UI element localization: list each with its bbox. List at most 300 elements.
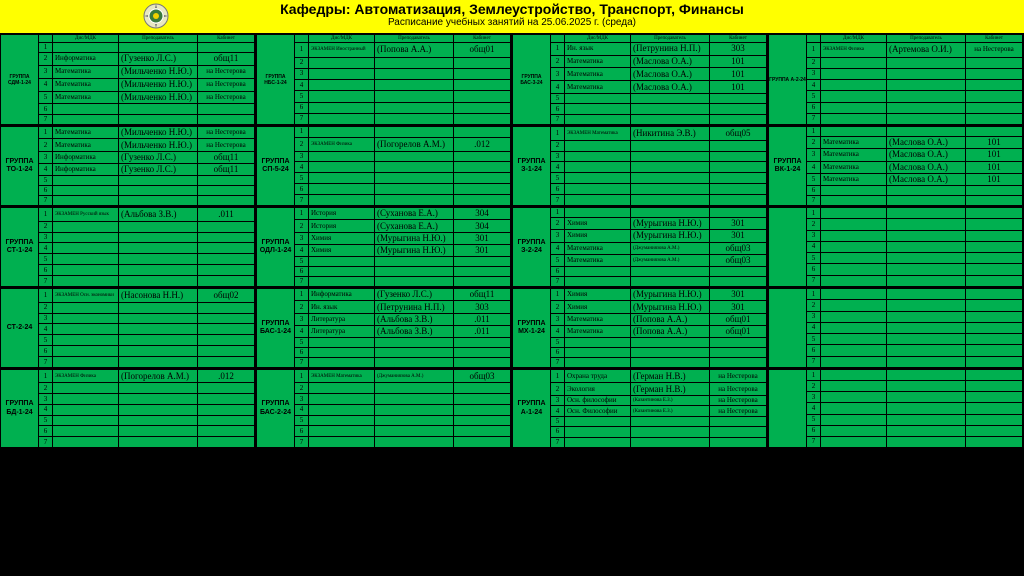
lesson-teacher (119, 221, 198, 232)
lesson-teacher: (Казантинова Е.З.) (631, 396, 710, 406)
lesson-room: .011 (454, 326, 511, 338)
lesson-room (966, 334, 1023, 345)
lesson-subject (309, 102, 375, 113)
lesson-subject (565, 173, 631, 184)
lesson-teacher (887, 91, 966, 102)
group-name: ГРУППА З-2-24 (513, 208, 551, 287)
lesson-subject (821, 356, 887, 367)
lesson-teacher (119, 186, 198, 196)
table-row (257, 277, 511, 287)
lesson-teacher (887, 425, 966, 436)
lesson-teacher: (Суханова Е.А.) (375, 208, 454, 220)
lesson-room (710, 358, 767, 368)
table-row (257, 358, 511, 368)
lesson-number: 3 (551, 313, 565, 325)
group-schedule-block (256, 288, 510, 368)
lesson-subject (821, 264, 887, 275)
lesson-teacher (119, 42, 198, 52)
lesson-subject (309, 394, 375, 405)
table-row (513, 195, 767, 206)
lesson-room: 301 (454, 245, 511, 257)
lesson-subject: Математика (565, 55, 631, 68)
table-row (769, 136, 1023, 148)
lesson-number: 2 (551, 383, 565, 396)
lesson-number: 3 (551, 230, 565, 242)
table-row (1, 346, 255, 357)
group-name: ГРУППА З-1-24 (513, 127, 551, 206)
lesson-subject (565, 348, 631, 358)
group-schedule-block (0, 369, 254, 448)
table-row (257, 68, 511, 79)
lesson-number: 5 (807, 414, 821, 425)
lesson-number: 1 (39, 127, 53, 139)
lesson-teacher (887, 436, 966, 447)
group-schedule-table (0, 207, 255, 287)
table-row (257, 370, 511, 383)
lesson-number: 2 (807, 219, 821, 230)
lesson-room: 303 (710, 42, 767, 55)
lesson-number: 7 (39, 437, 53, 448)
table-row (769, 241, 1023, 252)
lesson-number: 1 (551, 42, 565, 55)
lesson-room: общ03 (710, 242, 767, 254)
table-row (769, 68, 1023, 79)
lesson-room (454, 151, 511, 162)
group-name: ГРУППА ВК-1-24 (769, 127, 807, 206)
lesson-number: 7 (807, 113, 821, 124)
lesson-number: 3 (295, 394, 309, 405)
lesson-room (198, 243, 255, 254)
lesson-number: 2 (295, 301, 309, 313)
header-room: Кабинет (966, 35, 1023, 43)
lesson-subject: Охрана труда (565, 370, 631, 383)
lesson-subject (53, 346, 119, 357)
table-row (1, 426, 255, 437)
lesson-subject (53, 394, 119, 405)
lesson-subject: ЭКЗАМЕН Физика (821, 43, 887, 57)
lesson-number: 3 (295, 313, 309, 325)
lesson-teacher (375, 415, 454, 426)
table-row (257, 415, 511, 426)
lesson-teacher (119, 346, 198, 357)
lesson-subject (821, 102, 887, 113)
lesson-subject (53, 313, 119, 324)
lesson-room (198, 104, 255, 114)
lesson-room: 101 (710, 55, 767, 68)
lesson-teacher (887, 381, 966, 392)
group-name: ГРУППА А-2-24 (769, 35, 807, 125)
table-row (1, 196, 255, 206)
lesson-room: 101 (966, 136, 1023, 148)
lesson-subject (53, 243, 119, 254)
lesson-room (966, 68, 1023, 79)
table-row (1, 114, 255, 124)
table-row (769, 219, 1023, 230)
lesson-subject (309, 57, 375, 68)
table-row (769, 311, 1023, 322)
lesson-number: 2 (39, 139, 53, 151)
lesson-number: 4 (807, 80, 821, 91)
lesson-subject (821, 186, 887, 196)
table-row (769, 253, 1023, 264)
table-row (513, 267, 767, 277)
lesson-teacher (887, 392, 966, 403)
lesson-subject (53, 426, 119, 437)
table-row (257, 348, 511, 358)
lesson-teacher: (Маслова О.А.) (887, 149, 966, 161)
lesson-teacher: (Артемова О.И.) (887, 43, 966, 57)
table-row (257, 173, 511, 184)
lesson-number: 5 (807, 173, 821, 185)
lesson-teacher: (Мурыгина Н.Ю.) (631, 301, 710, 313)
table-row (769, 186, 1023, 196)
lesson-number: 3 (551, 396, 565, 406)
lesson-subject (309, 91, 375, 102)
lesson-subject (565, 416, 631, 426)
lesson-subject (309, 80, 375, 91)
table-row (769, 57, 1023, 68)
lesson-teacher: (Джуманиязова А.М.) (375, 370, 454, 383)
lesson-number: 1 (39, 289, 53, 303)
table-row (769, 80, 1023, 91)
lesson-teacher: (Петрунина Н.П.) (631, 42, 710, 55)
lesson-number: 7 (39, 357, 53, 368)
lesson-subject: Математика (821, 161, 887, 173)
lesson-number: 1 (807, 43, 821, 57)
table-row (257, 91, 511, 102)
lesson-teacher (887, 80, 966, 91)
lesson-teacher: (Мильченко Н.Ю.) (119, 65, 198, 78)
lesson-teacher (375, 162, 454, 173)
table-row (513, 348, 767, 358)
lesson-subject (821, 289, 887, 300)
lesson-teacher: (Мильченко Н.Ю.) (119, 139, 198, 151)
table-row (769, 414, 1023, 425)
lesson-subject: Осн. философии (565, 396, 631, 406)
lesson-teacher (631, 348, 710, 358)
lesson-subject (565, 184, 631, 195)
lesson-room: общ02 (198, 289, 255, 303)
table-row (513, 151, 767, 162)
table-row (513, 114, 767, 124)
lesson-room (198, 426, 255, 437)
lesson-number: 5 (39, 91, 53, 104)
table-row (1, 104, 255, 114)
lesson-number: 2 (551, 140, 565, 151)
lesson-number: 6 (39, 104, 53, 114)
lesson-room: на Нестерова (966, 43, 1023, 57)
lesson-room (966, 381, 1023, 392)
lesson-number: 3 (807, 311, 821, 322)
lesson-subject: История (309, 220, 375, 232)
lesson-subject: ЭКЗАМЕН Математика (565, 127, 631, 141)
lesson-room (454, 162, 511, 173)
lesson-teacher: (Мурыгина Н.Ю.) (631, 289, 710, 301)
lesson-room (710, 104, 767, 114)
header-subject: Дис/МДК (53, 35, 119, 43)
lesson-room (198, 42, 255, 52)
lesson-subject (309, 383, 375, 394)
lesson-teacher (631, 140, 710, 151)
lesson-teacher (631, 208, 710, 218)
lesson-room (710, 173, 767, 184)
group-name: ГРУППА СТ-1-24 (1, 208, 39, 287)
table-row (769, 196, 1023, 206)
header-room: Кабинет (454, 35, 511, 43)
lesson-subject (309, 195, 375, 206)
lesson-room: на Нестерова (710, 406, 767, 416)
group-schedule-table (512, 126, 767, 206)
group-schedule-block (256, 369, 510, 448)
group-schedule-table (512, 288, 767, 368)
lesson-teacher (887, 230, 966, 241)
table-row (257, 57, 511, 68)
lesson-number: 3 (807, 149, 821, 161)
group-schedule-block (768, 126, 1022, 206)
lesson-room: 304 (454, 220, 511, 232)
lesson-number: 5 (295, 257, 309, 267)
lesson-number: 4 (39, 78, 53, 91)
lesson-subject (565, 338, 631, 348)
lesson-teacher (887, 334, 966, 345)
lesson-number: 5 (551, 416, 565, 426)
table-row (769, 289, 1023, 300)
page-header (0, 0, 1024, 34)
lesson-number: 5 (39, 415, 53, 426)
lesson-subject: Ин. язык (309, 301, 375, 313)
lesson-teacher: (Насонова Н.Н.) (119, 289, 198, 303)
lesson-teacher (119, 357, 198, 368)
header-room: Кабинет (198, 35, 255, 43)
group-name: ГРУППА БД-1-24 (1, 370, 39, 448)
lesson-number: 6 (551, 427, 565, 437)
lesson-subject (565, 427, 631, 437)
group-schedule-block (256, 34, 510, 125)
lesson-teacher: (Альбова З.В.) (375, 313, 454, 325)
lesson-subject: Математика (53, 78, 119, 91)
table-row (257, 313, 511, 325)
lesson-teacher: (Маслова О.А.) (887, 136, 966, 148)
lesson-subject: История (309, 208, 375, 220)
lesson-teacher (887, 345, 966, 356)
lesson-teacher: (Попова А.А.) (375, 43, 454, 57)
group-schedule-table (0, 369, 255, 448)
lesson-number: 5 (295, 91, 309, 102)
group-name: ГРУППА А-1-24 (513, 370, 551, 448)
lesson-subject (309, 127, 375, 138)
lesson-room (966, 311, 1023, 322)
lesson-teacher (375, 80, 454, 91)
lesson-subject (565, 140, 631, 151)
lesson-teacher: (Маслова О.А.) (631, 55, 710, 68)
lesson-number: 6 (295, 102, 309, 113)
lesson-teacher (375, 184, 454, 195)
lesson-teacher (375, 358, 454, 368)
lesson-teacher (375, 57, 454, 68)
lesson-number: 7 (807, 436, 821, 447)
lesson-teacher (375, 102, 454, 113)
lesson-subject (565, 114, 631, 124)
lesson-teacher (631, 338, 710, 348)
lesson-teacher (887, 68, 966, 79)
table-row (769, 43, 1023, 57)
lesson-room (710, 184, 767, 195)
lesson-teacher (631, 162, 710, 173)
lesson-number: 7 (807, 356, 821, 367)
lesson-number: 5 (807, 91, 821, 102)
lesson-subject: Математика (53, 127, 119, 139)
lesson-teacher (375, 338, 454, 348)
table-row (513, 242, 767, 254)
lesson-number: 2 (39, 221, 53, 232)
table-header-row (513, 35, 767, 43)
lesson-number: 1 (551, 370, 565, 383)
lesson-teacher (887, 196, 966, 206)
lesson-teacher (375, 151, 454, 162)
lesson-subject (53, 437, 119, 448)
lesson-teacher (375, 113, 454, 124)
table-row (257, 301, 511, 313)
lesson-teacher (631, 267, 710, 277)
group-name: ГРУППА НБС-1-24 (257, 35, 295, 125)
group-name: ГРУППА ТО-1-24 (1, 127, 39, 206)
lesson-subject: Экология (565, 383, 631, 396)
header-subject: Дис/МДК (565, 35, 631, 43)
table-row (1, 394, 255, 405)
table-row (257, 289, 511, 301)
table-row (1, 276, 255, 287)
table-row (769, 334, 1023, 345)
lesson-number: 1 (807, 127, 821, 137)
table-row (513, 370, 767, 383)
lesson-teacher (119, 335, 198, 346)
lesson-teacher (119, 176, 198, 186)
table-row (769, 403, 1023, 414)
header-number-cell (551, 35, 565, 43)
table-row (257, 394, 511, 405)
table-row (257, 208, 511, 220)
lesson-room: на Нестерова (198, 127, 255, 139)
lesson-number: 1 (295, 208, 309, 220)
table-row (769, 230, 1023, 241)
lesson-room (966, 436, 1023, 447)
group-name: ГРУППА СП-5-24 (257, 127, 295, 206)
lesson-subject (309, 348, 375, 358)
lesson-subject (821, 425, 887, 436)
lesson-room (454, 383, 511, 394)
table-row (257, 267, 511, 277)
group-name: СТ-2-24 (1, 289, 39, 368)
lesson-room (454, 358, 511, 368)
lesson-room (198, 404, 255, 415)
lesson-room: .012 (454, 137, 511, 151)
lesson-room (454, 184, 511, 195)
lesson-room: общ01 (454, 43, 511, 57)
group-schedule-table (256, 207, 511, 287)
table-row (1, 164, 255, 176)
table-row (769, 161, 1023, 173)
table-row (513, 184, 767, 195)
lesson-subject: Математика (565, 326, 631, 338)
lesson-subject (309, 437, 375, 448)
lesson-room (966, 264, 1023, 275)
table-row (1, 415, 255, 426)
lesson-teacher (887, 370, 966, 381)
lesson-subject (53, 335, 119, 346)
lesson-number: 4 (295, 245, 309, 257)
lesson-subject (821, 381, 887, 392)
lesson-number: 7 (807, 196, 821, 206)
lesson-room (454, 277, 511, 287)
group-schedule-block (0, 126, 254, 206)
lesson-number: 3 (551, 151, 565, 162)
table-row (257, 151, 511, 162)
lesson-subject (309, 257, 375, 267)
lesson-subject: Химия (309, 232, 375, 244)
lesson-room (454, 68, 511, 79)
group-schedule-block (768, 288, 1022, 368)
lesson-teacher: (Казантинова Е.З.) (631, 406, 710, 416)
lesson-number: 2 (39, 383, 53, 394)
lesson-teacher (375, 277, 454, 287)
lesson-room (966, 403, 1023, 414)
lesson-subject (309, 151, 375, 162)
lesson-teacher: (Мурыгина Н.Ю.) (375, 245, 454, 257)
lesson-room (198, 394, 255, 405)
lesson-teacher (119, 437, 198, 448)
lesson-subject (821, 80, 887, 91)
lesson-subject (53, 254, 119, 265)
lesson-teacher: (Мурыгина Н.Ю.) (631, 230, 710, 242)
lesson-room (454, 267, 511, 277)
lesson-subject (821, 91, 887, 102)
lesson-room (966, 208, 1023, 219)
lesson-room: 101 (710, 68, 767, 81)
lesson-subject (821, 196, 887, 206)
lesson-subject: Математика (53, 139, 119, 151)
lesson-room (198, 221, 255, 232)
lesson-teacher (887, 322, 966, 333)
lesson-number: 1 (807, 289, 821, 300)
lesson-number: 2 (39, 52, 53, 65)
table-row (1, 357, 255, 368)
table-row (257, 232, 511, 244)
group-name: ГРУППА БАС-1-24 (257, 289, 295, 368)
lesson-subject (53, 176, 119, 186)
lesson-room (710, 338, 767, 348)
lesson-room (198, 335, 255, 346)
lesson-room: 101 (966, 173, 1023, 185)
table-row (1, 302, 255, 313)
lesson-number: 1 (807, 208, 821, 219)
lesson-number: 7 (295, 195, 309, 206)
group-schedule-block (512, 207, 766, 287)
lesson-teacher (631, 151, 710, 162)
table-row (1, 383, 255, 394)
lesson-number: 5 (807, 334, 821, 345)
lesson-teacher: (Маслова О.А.) (887, 173, 966, 185)
lesson-subject (53, 324, 119, 335)
lesson-number: 1 (551, 127, 565, 141)
lesson-teacher: (Никитина Э.В.) (631, 127, 710, 141)
table-row (769, 381, 1023, 392)
lesson-number: 2 (807, 300, 821, 311)
lesson-number: 2 (551, 217, 565, 229)
lesson-room: общ11 (198, 151, 255, 163)
lesson-subject (821, 334, 887, 345)
table-row (257, 43, 511, 57)
lesson-teacher (887, 127, 966, 137)
